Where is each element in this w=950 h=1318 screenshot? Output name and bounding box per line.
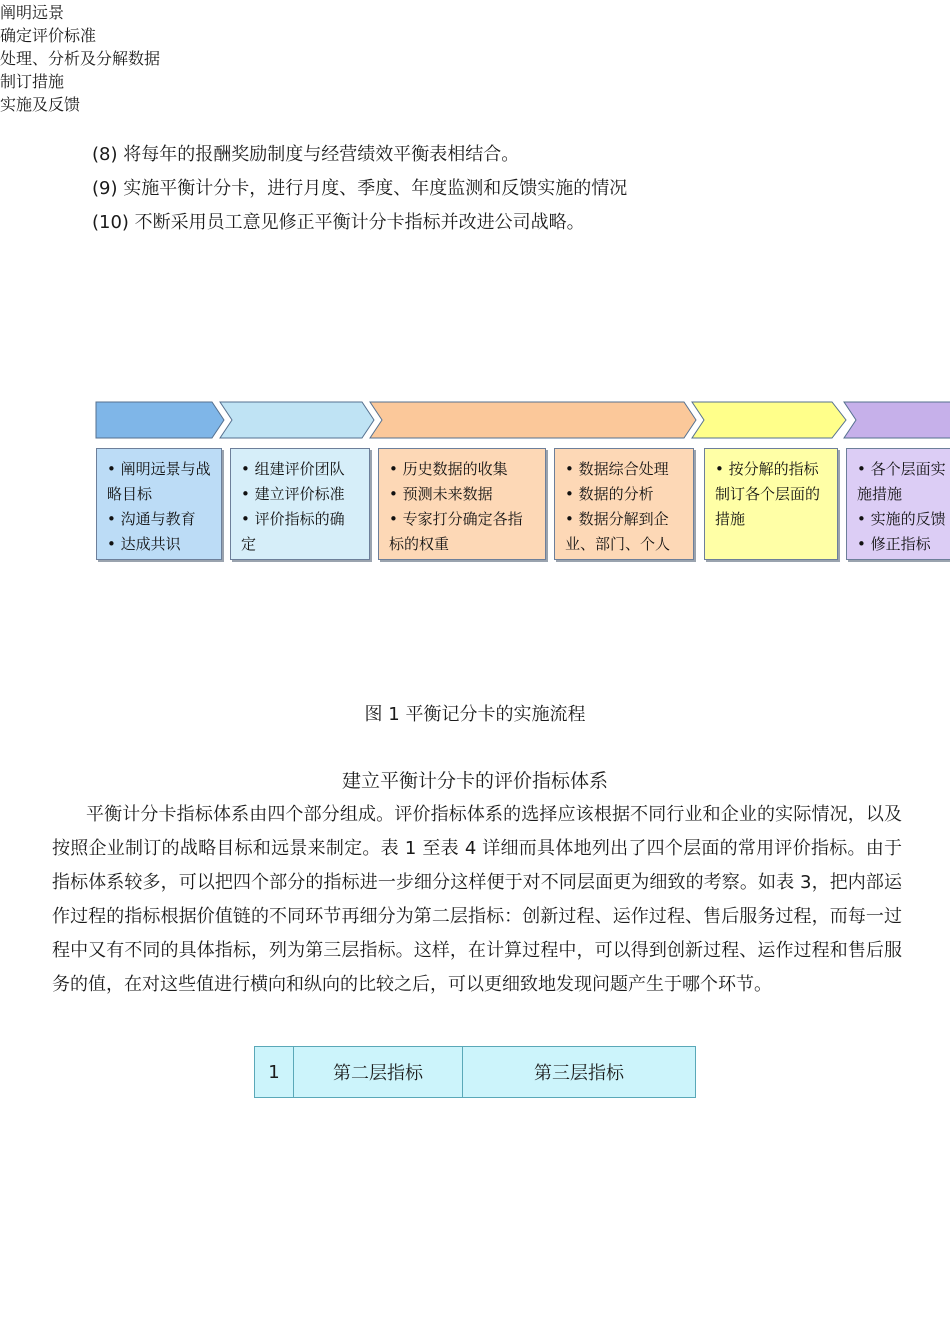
stage-4-item: • 按分解的指标制订各个层面的措施 (715, 460, 821, 528)
stage-3b-item: • 数据综合处理 (565, 460, 669, 478)
stage-box-1 (96, 448, 222, 560)
stage-box-3b (554, 448, 694, 560)
table-cell-level2: 第二层指标 (294, 1047, 463, 1098)
table-row (255, 1047, 696, 1098)
table-cell-number: 1 (255, 1047, 294, 1098)
stage-2-item: • 建立评价标准 (241, 485, 345, 503)
stage-1-item: • 达成共识 (107, 535, 181, 553)
arrow-stage-5 (844, 402, 950, 438)
stage-3b-item: • 数据的分析 (565, 485, 654, 503)
stage-title-4: 制订措施 (0, 72, 65, 91)
stage-3a-item: • 历史数据的收集 (389, 460, 508, 478)
body-paragraph: 平衡计分卡指标体系由四个部分组成。评价指标体系的选择应该根据不同行业和企业的实际情况，以及按照企业制订的战略目标和远景来制定。表 1 至表 4 详细而具体地列出了四个层面的常用评价指标。由于指标体系较多，可以把四个部分的指标进一步细分这样便于对不同层面更为细致的考察。如表 3，把内部运作过程的指标根据价值链的不同环节再细分为第二层指标：创新过程、运作过程、售后服务过程，而每一过程中又有不同的具体指标，列为第三层指标。这样，在计算过程中，可以得到创新过程、运作过程和售后服务的值，在对这些值进行横向和纵向的比较之后，可以更细致地发现问题产生于哪个环节。 (52, 804, 902, 995)
stage-title-1: 阐明远景 (0, 3, 65, 22)
stage-title-5: 实施及反馈 (0, 95, 81, 114)
stage-3a-item: • 专家打分确定各指标的权重 (389, 510, 523, 553)
stage-box-5 (846, 448, 950, 560)
stage-1-item: • 沟通与教育 (107, 510, 196, 528)
stage-1-item: • 阐明远景与战略目标 (107, 460, 211, 503)
arrow-stage-1 (96, 402, 224, 438)
arrow-stage-2 (220, 402, 374, 438)
stage-5-item: • 各个层面实施措施 (857, 460, 946, 503)
arrow-stage-3 (370, 402, 696, 438)
stage-5-item: • 修正指标 (857, 535, 931, 553)
step-item-10: (10) 不断采用员工意见修正平衡计分卡指标并改进公司战略。 (92, 212, 585, 233)
stage-2-item: • 组建评价团队 (241, 460, 345, 478)
step-list (92, 138, 892, 240)
arrow-stage-4 (692, 402, 846, 438)
stage-box-4 (704, 448, 838, 560)
stage-5-item: • 实施的反馈 (857, 510, 946, 528)
indicator-table (254, 1046, 696, 1098)
step-item-9: (9) 实施平衡计分卡，进行月度、季度、年度监测和反馈实施的情况 (92, 178, 628, 199)
table-cell-level3: 第三层指标 (463, 1047, 696, 1098)
step-item-8: (8) 将每年的报酬奖励制度与经营绩效平衡表相结合。 (92, 144, 520, 165)
stage-2-item: • 评价指标的确定 (241, 510, 345, 553)
figure-caption: 图 1 平衡记分卡的实施流程 (364, 704, 586, 725)
stage-title-2: 确定评价标准 (0, 26, 97, 45)
stage-3b-item: • 数据分解到企业、部门、个人 (565, 510, 671, 553)
section-title: 建立平衡计分卡的评价指标体系 (341, 770, 608, 792)
stage-3a-item: • 预测未来数据 (389, 485, 493, 503)
stage-box-3a (378, 448, 546, 560)
stage-title-3: 处理、分析及分解数据 (0, 49, 161, 68)
stage-box-2 (230, 448, 370, 560)
